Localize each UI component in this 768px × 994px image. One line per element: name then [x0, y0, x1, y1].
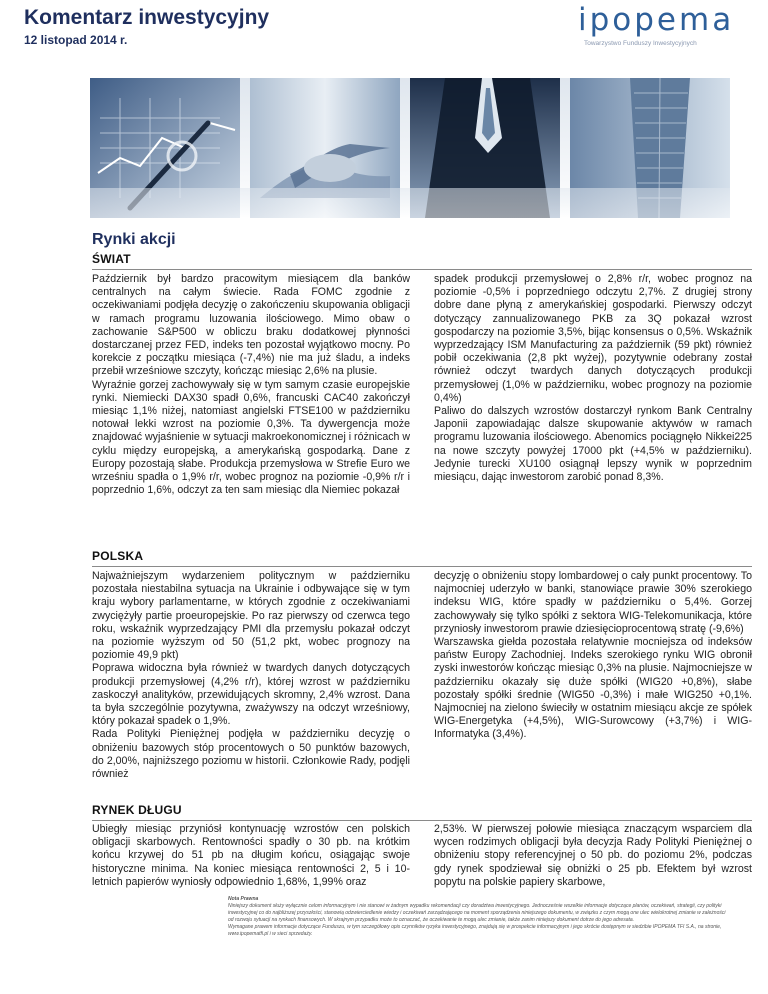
paragraph: Rada Polityki Pieniężnej podjęła w październiku decyzję o obniżeniu bazowych stóp procentowych o 50 punktów bazowych, do 2,00%, najniższego poziomu w historii. Członkowie Rady, podjęli również: [92, 728, 410, 781]
logo-wordmark: ipopema: [578, 2, 735, 38]
heading-polska-label: POLSKA: [92, 549, 144, 563]
legal-note-line: Niniejszy dokument służy wyłącznie celom informacyjnym i nie stanowi w żadnym wypadku rekomendacji czy doradztwa inwestycyjnego. Jednocześnie wszelkie informacje dotyczące planów, oczekiwań, strategii, czy polityki inwestycyjnej co do najbliższej przyszłości, stanowią odzwierciedlenie wiedzy i oczekiwań zarządzającego na moment sporządzenia niniejszego dokumentu, w związku z czym mogą one ulec wielokrotnej zmianie w zależności od rozwoju sytuacji na rynkach finansowych. W skrajnym przypadku może to oznaczać, że oczekiwanie te mogą ulec zmianie, także zanim niniejszy dokument dotrze do jego adresata.: [228, 903, 726, 923]
heading-swiat-label: ŚWIAT: [92, 252, 131, 266]
legal-note: [228, 896, 728, 938]
paragraph: Paliwo do dalszych wzrostów dostarczył rynkom Bank Centralny Japonii zapowiadając dalsze skupowanie aktywów w ramach programu luzowania ilościowego. Abenomics pociągnęło Nikkei225 na nowe szczyty powyżej 17000 pkt (+4,5% w październiku). Jedynie turecki XU100 osiągnął lepszy wynik w poprzednim miesiącu, dając inwestorom zarobić ponad 8,3%.: [434, 405, 752, 484]
paragraph: Ubiegły miesiąc przyniósł kontynuację wzrostów cen polskich obligacji skarbowych. Rentowności spadły o 30 pb. na krótkim końcu krzywej do 51 pb na długim końcu, osiągając swoje historyczne minima. Na koniec miesiąca rentowności 2, 5 i 10-letnich papierów wyniosły odpowiednio 1,68%, 1,99% oraz: [92, 823, 410, 888]
paragraph: decyzję o obniżeniu stopy lombardowej o cały punkt procentowy. To najmocniej uderzyło w banki, stanowiące prawie 30% szerokiego indeksu WIG, które spadły w październiku o 5,4%. Gorzej zachowywały się tylko spółki z sektora WIG-Telekomunikacja, które przyniosły inwestorom prawie dziesięcioprocentową stratę (-9,6%): [434, 570, 752, 635]
paragraph: Poprawa widoczna była również w twardych danych dotyczących produkcji przemysłowej (4,2% r/r), której wzrost w październiku zaskoczył analityków, przewidujących skromny, 2,4% wzrost. Dana ta była szczególnie pozytywna, zważywszy na odczyt wrześniowy, który pokazał spadek o 1,9%.: [92, 662, 410, 728]
paragraph: Październik był bardzo pracowitym miesiącem dla banków centralnych na całym świecie. Rada FOMC zgodnie z oczekiwaniami podjęła decyzję o zakończeniu skupowania obligacji w ramach programu luzowania ilościowego. Mimo obaw o zachowanie S&P500 w obliczu braku dodatkowej płynności dostarczanej przez FED, indeks ten pozostał wyjątkowo mocny. Po korekcie z początku miesiąca (-7,4%) nie ma już śladu, a indeks przebił wrześniowe szczyty, kończąc miesiąc 2,6% na plusie.: [92, 273, 410, 378]
legal-note-heading: Nota Prawna: [228, 896, 259, 902]
logo-subtitle: Towarzystwo Funduszy Inwestycyjnych: [584, 40, 697, 47]
paragraph: 2,53%. W pierwszej połowie miesiąca znaczącym wsparciem dla wycen rodzimych obligacji była decyzja Rady Polityki Pieniężnej o obniżeniu stopy referencyjnej o 50 pb. do poziomu 2%, podczas gdy rynek spodziewał się obniżki o 25 pb. Efektem był wzrost popytu na polskie papiery skarbowe,: [434, 823, 752, 888]
page-header: [0, 0, 768, 58]
polska-left-column: [92, 570, 410, 794]
dlug-left-column: [92, 823, 410, 891]
polska-right-column: [434, 570, 752, 794]
swiat-right-column: [434, 273, 752, 539]
document-date: 12 listopad 2014 r.: [24, 33, 128, 47]
header-photo-banner: [90, 78, 730, 218]
heading-rynek-dlugu-label: RYNEK DŁUGU: [92, 803, 182, 817]
paragraph: Najważniejszym wydarzeniem politycznym w październiku pozostała niestabilna sytuacja na Ukrainie i odbywające się w tym kraju wybory parlamentarne, w których zgodnie z oczekiwaniami zwyciężyły partie proeuropejskie. Po raz pierwszy od czerwca tego roku, wskaźnik wyprzedzający PMI dla przemysłu pokazał odczyt na poziomie wyższym od 50 (51,2 pkt, wobec prognozy na poziomie 49,9 pkt): [92, 570, 410, 662]
legal-note-line: Wymagane prawem informacje dotyczące Funduszu, w tym szczegółowy opis czynników ryzyka inwestycyjnego, znajdują się w prospekcie informacyjnym i jego skrócie dostępnym w siedzibie IPOPEMA TFI S.A., na stronie, www.ipopematfi.pl i w sieci sprzedaży.: [228, 924, 722, 937]
heading-polska: [92, 547, 752, 567]
paragraph: Warszawska giełda pozostała relatywnie mocniejsza od indeksów państw Europy Zachodniej. Indeks szerokiego rynku WIG obronił zyski inwestorów kończąc miesiąc 0,3% na plusie. Najmocniejsze w październiku okazały się duże spółki (WIG20 +0,8%), słabe pozostały spółki średnie (WIG50 -0,3%) i małe WIG250 +0,1%. Najmocniej na zielono świeciły w ostatnim miesiącu akcje ze spółek WIG-Energetyka (+4,5%), WIG-Surowcowy (+3,7%) i WIG-Informatyka (3,4%).: [434, 636, 752, 741]
ipopema-logo: [560, 4, 750, 54]
dlug-right-column: [434, 823, 752, 891]
document-title: Komentarz inwestycyjny: [24, 6, 270, 29]
section-title-rynki-akcji: Rynki akcji: [92, 231, 176, 248]
paragraph: spadek produkcji przemysłowej o 2,8% r/r, wobec prognoz na poziomie -0,5% i poprzedniego odczytu 2,7%. Z drugiej strony dobre dane płyną z amerykańskiej gospodarki. Pierwszy odczyt dotyczący zannualizowanego PKB za 3Q pokazał wzrost gospodarczy na poziomie 3,5%, bijąc konsensus o 0,5%. Wskaźnik wyprzedzający ISM Manufacturing za październik (59 pkt) również pobił oczekiwania (2,8 pkt wyżej), pozytywnie odebrany został również odczyt twardych danych dotyczących produkcji przemysłowej (1,0% w październiku, wobec prognozy na poziomie 0,4%): [434, 273, 752, 404]
heading-rynek-dlugu: [92, 801, 752, 821]
swiat-left-column: [92, 273, 410, 539]
paragraph: Wyraźnie gorzej zachowywały się w tym samym czasie europejskie rynki. Niemiecki DAX30 spadł 0,6%, francuski CAC40 zakończył miesiąc 1,1% niżej, natomiast angielski FTSE100 w październiku notował lekki wzrost na poziomie 0,3%. Ta dywergencja może znajdować wyjaśnienie w sytuacji makroekonomicznej i różnicach w cyklu między europejską, a amerykańską gospodarką. Dane z Europy pozostają słabe. Produkcja przemysłowa w Strefie Euro we wrześniu spadła o 1,9% r/r, wobec prognoz na poziomie -0,9% r/r i poprzednio 1,6%, odczyt za ten sam miesiąc dla Niemiec pokazał: [92, 378, 410, 497]
banner-image: [90, 78, 730, 218]
heading-swiat: [92, 250, 752, 270]
